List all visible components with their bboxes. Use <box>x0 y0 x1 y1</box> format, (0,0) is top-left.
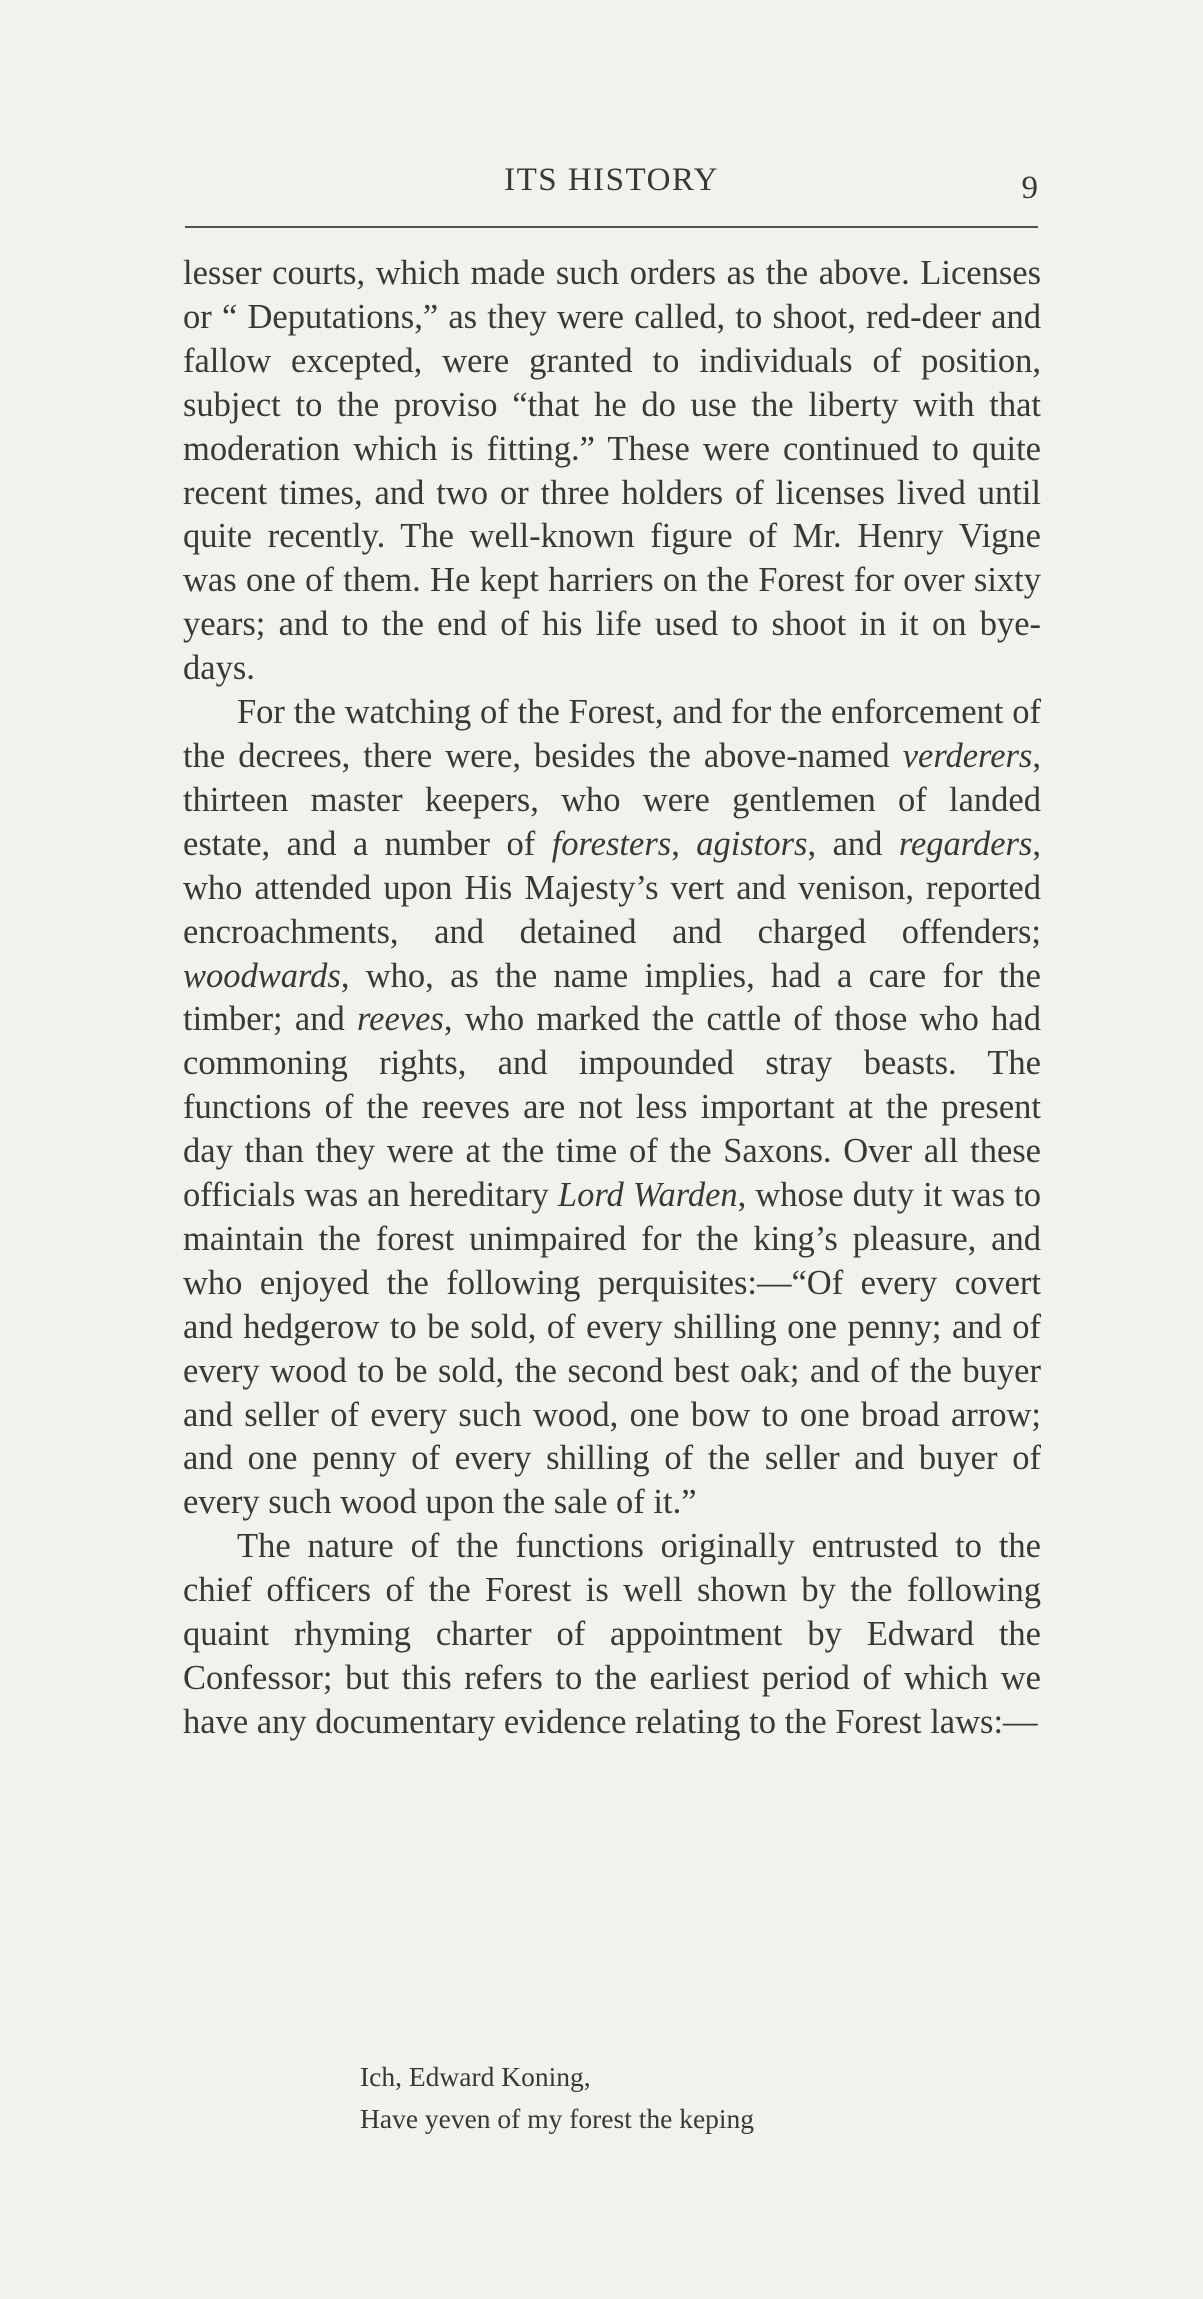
header-rule <box>185 226 1038 228</box>
italic-term: regarders <box>898 824 1033 863</box>
text-run: , who attended upon His Majesty’s vert and venison, reported encroachments, and detained and charged offenders; <box>183 824 1041 951</box>
italic-term: foresters <box>551 824 672 863</box>
paragraph <box>183 1525 1041 1745</box>
italic-term: Lord Warden <box>557 1176 738 1215</box>
running-head: ITS HISTORY <box>504 162 719 198</box>
text-run: , whose duty it was to maintain the forest unimpaired for the king’s pleasure, and who enjoyed the following perquisites:—“Of every covert and hedgerow to be sold, of every shilling one penny; and of every wood to be sold, the second best oak; and of the buyer and seller of every such wood, one bow to one broad arrow; and one penny of every shilling of the seller and buyer of every such wood upon the sale of it.” <box>183 1176 1041 1522</box>
verse-line: Ich, Edward Koning, <box>360 2061 591 2092</box>
verse-line: Have yeven of my forest the keping <box>360 2103 755 2134</box>
text-run: , thirteen master keepers, who were gentlemen of landed estate, and a number of <box>183 736 1041 863</box>
italic-term: agistors <box>696 824 808 863</box>
text-run: lesser courts, which made such orders as the above. Licenses or “ Deputations,” as they were called, to shoot, red-deer and fallow excepted, were granted to individuals of position, subject to the proviso “that he do use the liberty with that moderation which is fitting.” These were continued to quite recent times, and two or three holders of licenses lived until quite recently. The well-known figure of Mr. Henry Vigne was one of them. He kept harriers on the Forest for over sixty years; and to the end of his life used to shoot in it on bye-days. <box>183 254 1041 688</box>
text-run: , <box>671 824 697 863</box>
text-run: , who, as the name implies, had a care for the timber; and <box>183 956 1041 1039</box>
text-run: The nature of the functions originally entrusted to the chief officers of the Forest is well shown by the following quaint rhyming charter of appointment by Edward the Confessor; but this refers to the earliest period of which we have any documentary evidence relating to the Forest laws:— <box>183 1527 1041 1741</box>
page-header <box>185 162 1038 212</box>
italic-term: verderers <box>902 736 1033 775</box>
body-text <box>183 252 1041 1745</box>
text-run: , who marked the cattle of those who had commoning rights, and impounded stray beasts. The functions of the reeves are not less important at the present day than they were at the time of the Saxons. Over all these officials was an hereditary <box>183 1000 1041 1215</box>
italic-term: reeves <box>356 1000 444 1039</box>
page-number: 9 <box>1021 170 1038 206</box>
paragraph <box>183 691 1041 1525</box>
verse-quotation <box>360 2056 754 2140</box>
text-run: For the watching of the Forest, and for the enforcement of the decrees, there were, besides the above-named <box>183 693 1041 775</box>
paragraph <box>183 252 1041 691</box>
text-run: , and <box>807 824 899 863</box>
italic-term: woodwards <box>183 956 341 995</box>
